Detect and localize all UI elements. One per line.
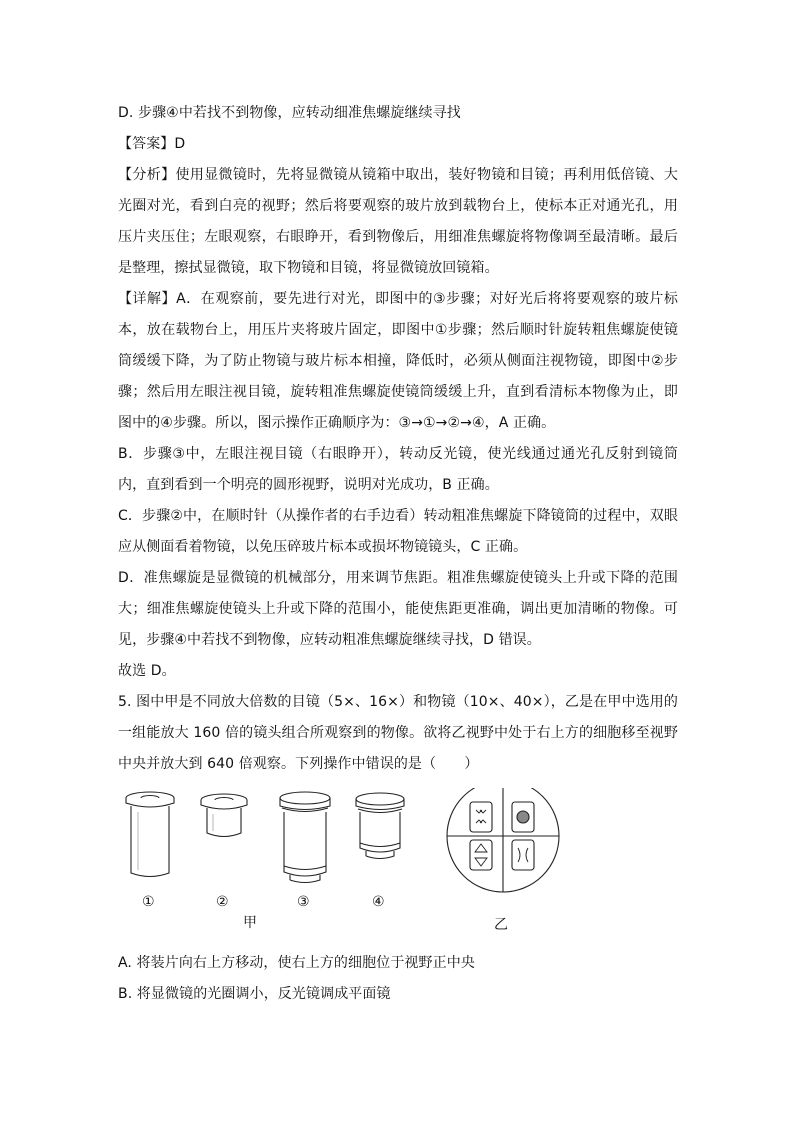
- answer-options: [118, 948, 678, 1010]
- page-content: [118, 98, 678, 1010]
- analysis-paragraph: 【分析】使用显微镜时，先将显微镜从镜箱中取出，装好物镜和目镜；再利用低倍镜、大光圈对光，看到白亮的视野；然后将要观察的玻片放到载物台上，使标本正对通光孔，用压片夹压住；左眼观察，右眼睁开，看到物像后，用细准焦螺旋将物像调至最清晰。最后是整理，擦拭显微镜，取下物镜和目镜，将显微镜放回镜箱。: [118, 167, 678, 276]
- lens-label-4: ④: [372, 894, 385, 910]
- question-5: 5. 图中甲是不同放大倍数的目镜（5×、16×）和物镜（10×、40×），乙是在甲中选用的一组能放大 160 倍的镜头组合所观察到的物像。欲将乙视野中处于右上方的细胞移至视野中央并放大到 640 倍观察。下列操作中错误的是（ ）: [118, 694, 678, 772]
- detail-paragraph-d: D．准焦螺旋是显微镜的机械部分，用来调节焦距。粗准焦螺旋使镜头上升或下降的范围大；细准焦螺旋使镜头上升或下降的范围小，能使焦距更准确，调出更加清晰的物像。可见，步骤④中若找不到物像，应转动粗准焦螺旋继续寻找，D 错误。: [118, 570, 678, 648]
- lens-label-2: ②: [216, 894, 229, 910]
- objective-long-icon: [280, 792, 330, 883]
- figure-label-yi: 乙: [494, 917, 508, 933]
- lens-drawing: [118, 788, 678, 948]
- conclusion-line: 故选 D。: [118, 663, 176, 679]
- option-b: B. 将显微镜的光圈调小，反光镜调成平面镜: [118, 986, 391, 1002]
- answer-line: 【答案】D: [118, 136, 186, 152]
- lens-label-3: ③: [297, 894, 310, 910]
- microscope-lens-figure: [118, 788, 678, 948]
- detail-paragraph-a: 【详解】A．在观察前，要先进行对光，即图中的③步骤；对好光后将将要观察的玻片标本，放在载物台上，用压片夹将玻片固定，即图中①步骤；然后顺时针旋转粗焦螺旋使镜筒缓缓下降，为了防止物镜与玻片标本相撞，降低时，必须从侧面注视物镜，即图中②步骤；然后用左眼注视目镜，旋转粗准焦螺旋使镜筒缓缓上升，直到看清标本物像为止，即图中的④步骤。所以，图示操作正确顺序为：③→①→②→④，A 正确。: [118, 291, 678, 431]
- eyepiece-long-icon: [126, 792, 174, 877]
- field-of-view-icon: [447, 788, 559, 892]
- option-a: A. 将装片向右上方移动，使右上方的细胞位于视野正中央: [118, 955, 475, 971]
- lens-label-1: ①: [142, 894, 155, 910]
- eyepiece-short-icon: [201, 794, 247, 837]
- objective-short-icon: [356, 793, 404, 859]
- figure-label-jia: 甲: [243, 915, 257, 931]
- option-d-previous: D. 步骤④中若找不到物像，应转动细准焦螺旋继续寻找: [118, 105, 461, 121]
- detail-paragraph-c: C．步骤②中，在顺时针（从操作者的右手边看）转动粗准焦螺旋下降镜筒的过程中，双眼应从侧面看着物镜，以免压碎玻片标本或损坏物镜镜头，C 正确。: [118, 508, 678, 555]
- detail-paragraph-b: B．步骤③中，左眼注视目镜（右眼睁开），转动反光镜，使光线通过通光孔反射到镜筒内，直到看到一个明亮的圆形视野，说明对光成功，B 正确。: [118, 446, 678, 493]
